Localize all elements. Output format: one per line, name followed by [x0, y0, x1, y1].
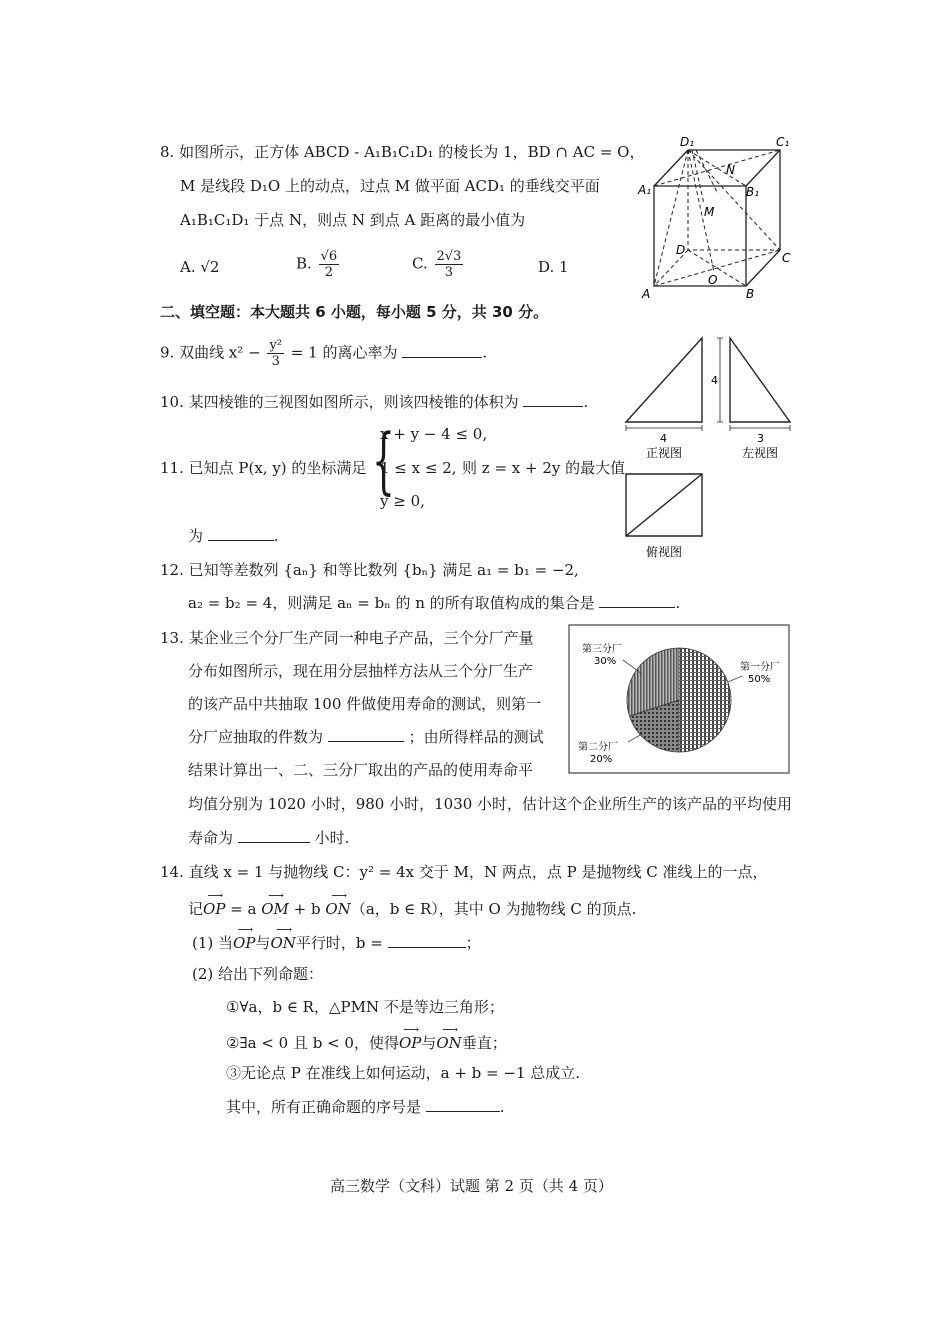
q14-s2-mid: 与 [421, 1034, 437, 1052]
q8-option-c [412, 249, 465, 280]
pie-label-factory2-pct: 20% [590, 754, 613, 765]
q14-statement-3: ③无论点 P 在准线上如何运动，a + b = −1 总成立. [226, 1064, 581, 1082]
top-view-shape [626, 474, 702, 536]
vector-op: ⟶ OP [203, 896, 225, 919]
q11-pre: 11. 已知点 P(x, y) 的坐标满足 [160, 459, 367, 477]
q10-text: 10. 某四棱锥的三视图如图所示，则该四棱锥的体积为 [160, 393, 519, 411]
q8-option-b [296, 249, 341, 280]
q11-constraint-3: y ≥ 0, [380, 492, 425, 510]
cube-label-m: M [704, 205, 715, 219]
pie-label-factory3-name: 第三分厂 [582, 644, 622, 655]
q9-frac-num: y² [269, 338, 283, 353]
q12-line2-text: a₂ = b₂ = 4，则满足 aₙ = bₙ 的 n 的所有取值构成的集合是 [188, 594, 595, 612]
q12-line1: 12. 已知等差数列 {aₙ} 和等比数列 {bₙ} 满足 a₁ = b₁ = −2, [160, 561, 579, 579]
q11-end: . [273, 527, 279, 545]
q8-option-d: D. 1 [538, 258, 569, 276]
q14-statement-1: ①∀a，b ∈ R，△PMN 不是等边三角形； [226, 998, 504, 1016]
q8-option-b-fraction [319, 249, 340, 280]
q8-option-c-num: 2√3 [436, 249, 462, 264]
q14-part1-end: ； [465, 934, 481, 952]
pie-slices [627, 648, 731, 752]
front-view-label: 正视图 [646, 446, 683, 460]
height-dimension: 4 [711, 374, 718, 387]
q13-line4 [188, 727, 544, 747]
section-heading: 二、填空题：本大题共 6 小题，每小题 5 分，共 30 分。 [160, 303, 549, 321]
q14-answer-blank-2[interactable] [426, 1097, 500, 1112]
q11-line2 [188, 526, 279, 546]
pie-label-factory2-name: 第二分厂 [578, 742, 618, 753]
q10-line [160, 392, 588, 412]
q9-frac-den: 3 [271, 354, 280, 369]
q11-line2-text: 为 [188, 527, 204, 545]
side-view-shape [730, 338, 790, 422]
q11-post: 则 z = x + 2y 的最大值 [462, 459, 626, 477]
q11-constraint-2: 1 ≤ x ≤ 2, [380, 459, 457, 477]
cube-label-b: B [746, 287, 755, 301]
q14-line2-pre: 记 [188, 900, 204, 918]
q14-part1-post: 平行时，b = [295, 934, 383, 952]
pie-label-factory3-pct: 30% [594, 656, 617, 667]
vector-on: ⟶ ON [325, 896, 350, 919]
cube-figure [634, 134, 794, 304]
q12-end: . [675, 594, 681, 612]
q13-line1: 13. 某企业三个分厂生产同一种电子产品，三个分厂产量 [160, 629, 534, 647]
q9-pre: 9. 双曲线 x² − [160, 343, 261, 362]
q13-answer-blank-2[interactable] [238, 828, 310, 843]
q11-answer-blank[interactable] [208, 526, 274, 541]
vector-op-3: ⟶ OP [399, 1030, 421, 1053]
q8-option-b-num: √6 [320, 249, 338, 264]
q8-line3: A₁B₁C₁D₁ 于点 N，则点 N 到点 A 距离的最小值为 [180, 211, 526, 229]
front-width-dimension: 4 [660, 432, 667, 445]
vector-om: ⟶ OM [261, 896, 289, 919]
q9-line [160, 338, 487, 369]
vector-on-2: ⟶ ON [270, 930, 295, 953]
q14-final-end: . [499, 1098, 505, 1116]
q13-line6: 均值分别为 1020 小时，980 小时，1030 小时，估计这个企业所生产的该产品的平均使用 [188, 795, 793, 813]
q8-option-c-fraction [435, 249, 464, 280]
cube-label-a1: A₁ [638, 183, 652, 197]
cube-label-c1: C₁ [776, 135, 790, 149]
q8-option-c-label: C. [412, 254, 428, 273]
q14-part1-pre: (1) 当 [192, 934, 234, 952]
q14-plus: + b [288, 900, 326, 918]
cube-label-o: O [708, 273, 718, 287]
q14-statement-2 [226, 1030, 507, 1053]
q13-line2: 分布如图所示，现在用分层抽样方法从三个分厂生产 [188, 662, 534, 680]
q13-line4b: ；由所得样品的测试 [408, 728, 544, 746]
q13-answer-blank-1[interactable] [328, 727, 404, 742]
q14-line1: 14. 直线 x = 1 与抛物线 C：y² = 4x 交于 M，N 两点，点 P 是抛物线 C 准线上的一点， [160, 863, 768, 881]
q13-line7b: 小时. [314, 829, 350, 847]
q8-option-a: A. √2 [180, 258, 220, 276]
q8-option-c-den: 3 [444, 265, 454, 280]
pie-chart [568, 624, 790, 774]
q13-line7 [188, 828, 349, 848]
side-view-label: 左视图 [742, 446, 779, 460]
q14-part2: (2) 给出下列命题： [192, 965, 324, 983]
q12-answer-blank[interactable] [599, 593, 675, 608]
q14-eq: = a [225, 900, 262, 918]
cube-label-d1: D₁ [680, 135, 695, 149]
cube-label-a: A [642, 287, 651, 301]
q13-line3: 的该产品中共抽取 100 件做使用寿命的测试，则第一 [188, 695, 542, 713]
q10-end: . [583, 393, 589, 411]
q14-final-text: 其中，所有正确命题的序号是 [226, 1098, 422, 1116]
q14-s2-post: 垂直； [461, 1034, 507, 1052]
vector-on-3: ⟶ ON [436, 1030, 461, 1053]
q14-part1-mid: 与 [255, 934, 271, 952]
q14-answer-blank-1[interactable] [388, 933, 466, 948]
q8-line1: 8. 如图所示，正方体 ABCD - A₁B₁C₁D₁ 的棱长为 1，BD ∩ AC = O， [160, 143, 645, 161]
q9-fraction [267, 338, 284, 369]
top-view-label: 俯视图 [646, 545, 683, 559]
q13-line5: 结果计算出一、二、三分厂取出的产品的使用寿命平 [188, 761, 534, 779]
front-view-shape [626, 338, 702, 422]
q11-constraint-1: x + y − 4 ≤ 0, [380, 425, 488, 443]
q8-line2: M 是线段 D₁O 上的动点，过点 M 做平面 ACD₁ 的垂线交平面 [180, 177, 600, 195]
page-footer: 高三数学（文科）试题 第 2 页（共 4 页） [330, 1177, 613, 1195]
q9-end: . [482, 343, 488, 362]
cube-label-b1: B₁ [746, 185, 760, 199]
q8-option-b-label: B. [296, 254, 312, 273]
pie-label-factory1-pct: 50% [748, 674, 771, 685]
q14-s2-pre: ②∃a < 0 且 b < 0，使得 [226, 1034, 399, 1052]
cube-label-n: N [726, 163, 735, 177]
q8-option-b-den: 2 [324, 265, 333, 280]
q9-post: = 1 的离心率为 [290, 343, 398, 362]
q13-line7a: 寿命为 [188, 829, 234, 847]
vector-op-2: ⟶ OP [233, 930, 255, 953]
q14-line2-post: （a，b ∈ R），其中 O 为抛物线 C 的顶点. [350, 900, 637, 918]
three-views-figure [620, 328, 820, 568]
cube-label-d: D [676, 243, 686, 257]
q12-line2 [188, 593, 680, 613]
cube-label-c: C [782, 251, 791, 265]
q14-final [226, 1097, 505, 1117]
q13-line4a: 分厂应抽取的件数为 [188, 728, 324, 746]
q11-brace: { [372, 418, 395, 502]
q14-line2 [188, 896, 636, 919]
pie-label-factory1-name: 第一分厂 [740, 662, 780, 673]
q14-part1 [192, 930, 481, 953]
q10-answer-blank[interactable] [523, 392, 583, 407]
side-width-dimension: 3 [757, 432, 764, 445]
q9-answer-blank[interactable] [402, 343, 482, 358]
